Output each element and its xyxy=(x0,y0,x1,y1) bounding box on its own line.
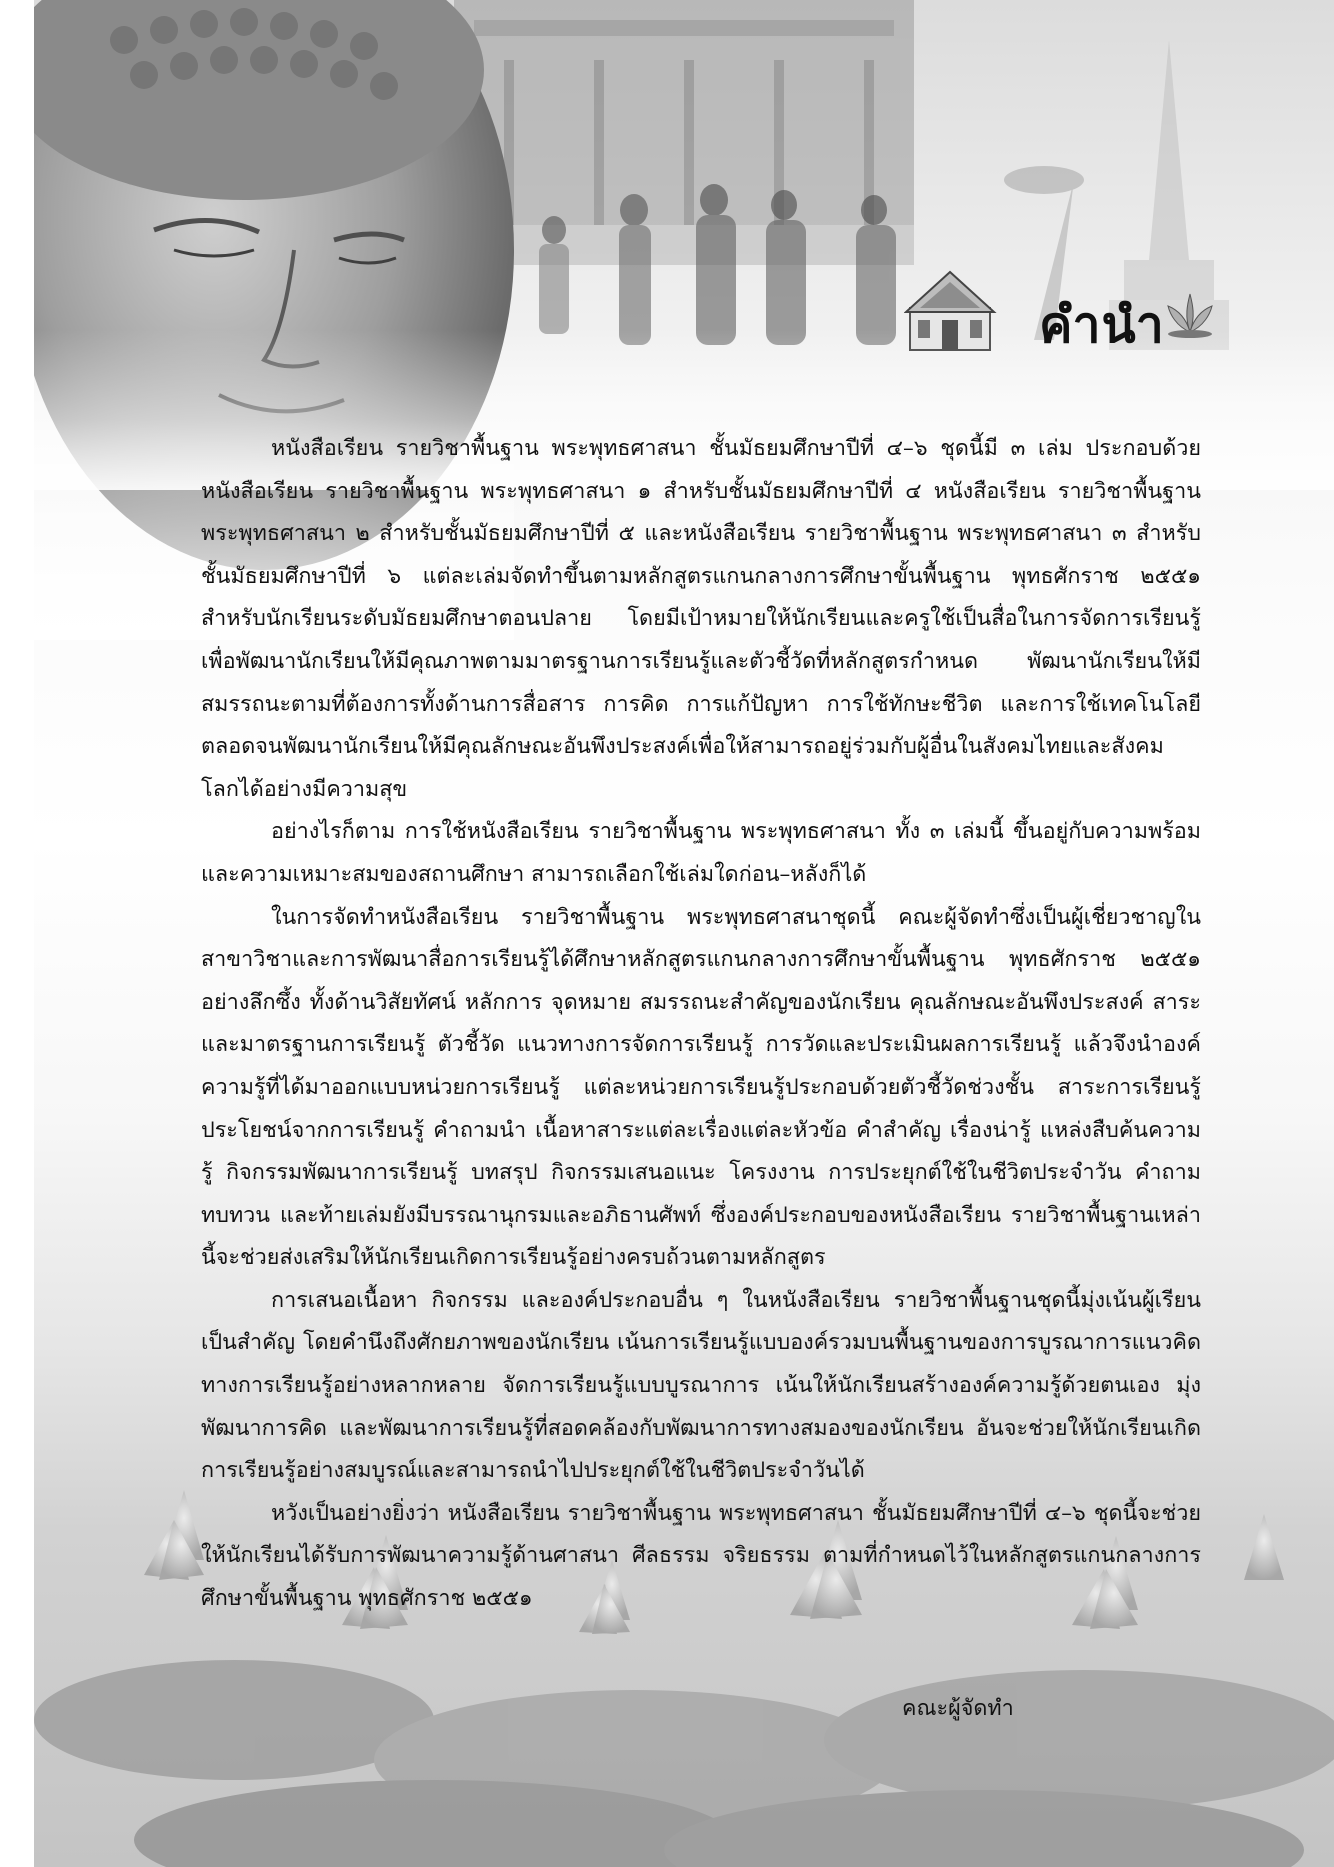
page-margin xyxy=(0,0,34,1867)
preface-body xyxy=(201,428,1201,1621)
preface-paragraph-1: หนังสือเรียน รายวิชาพื้นฐาน พระพุทธศาสนา ชั้นมัธยมศึกษาปีที่ ๔–๖ ชุดนี้มี ๓ เล่ม ประกอบด้วยหนังสือเรียน รายวิชาพื้นฐาน พระพุทธศาสนา ๑ สำหรับชั้นมัธยมศึกษาปีที่ ๔ หนังสือเรียน รายวิชาพื้นฐาน พระพุทธศาสนา ๒ สำหรับชั้นมัธยมศึกษาปีที่ ๕ และหนังสือเรียน รายวิชาพื้นฐาน พระพุทธศาสนา ๓ สำหรับชั้นมัธยมศึกษาปีที่ ๖ แต่ละเล่มจัดทำขึ้นตามหลักสูตรแกนกลางการศึกษาขั้นพื้นฐาน พุทธศักราช ๒๕๕๑ สำหรับนักเรียนระดับมัธยมศึกษาตอนปลาย โดยมีเป้าหมายให้นักเรียนและครูใช้เป็นสื่อในการจัดการเรียนรู้ เพื่อพัฒนานักเรียนให้มีคุณภาพตามมาตรฐานการเรียนรู้และตัวชี้วัดที่หลักสูตรกำหนด พัฒนานักเรียนให้มีสมรรถนะตามที่ต้องการทั้งด้านการสื่อสาร การคิด การแก้ปัญหา การใช้ทักษะชีวิต และการใช้เทคโนโลยี ตลอดจนพัฒนานักเรียนให้มีคุณลักษณะอันพึงประสงค์เพื่อให้สามารถอยู่ร่วมกับผู้อื่นในสังคมไทยและสังคมโลกได้อย่างมีความสุข xyxy=(201,436,1201,802)
page-title: คำนำ xyxy=(1039,296,1165,354)
preface-paragraph-3: ในการจัดทำหนังสือเรียน รายวิชาพื้นฐาน พระพุทธศาสนาชุดนี้ คณะผู้จัดทำซึ่งเป็นผู้เชี่ยวชาญในสาขาวิชาและการพัฒนาสื่อการเรียนรู้ได้ศึกษาหลักสูตรแกนกลางการศึกษาขั้นพื้นฐาน พุทธศักราช ๒๕๕๑ อย่างลึกซึ้ง ทั้งด้านวิสัยทัศน์ หลักการ จุดหมาย สมรรถนะสำคัญของนักเรียน คุณลักษณะอันพึงประสงค์ สาระและมาตรฐานการเรียนรู้ ตัวชี้วัด แนวทางการจัดการเรียนรู้ การวัดและประเมินผลการเรียนรู้ แล้วจึงนำองค์ความรู้ที่ได้มาออกแบบหน่วยการเรียนรู้ แต่ละหน่วยการเรียนรู้ประกอบด้วยตัวชี้วัดช่วงชั้น สาระการเรียนรู้ ประโยชน์จากการเรียนรู้ คำถามนำ เนื้อหาสาระแต่ละเรื่องแต่ละหัวข้อ คำสำคัญ เรื่องน่ารู้ แหล่งสืบค้นความรู้ กิจกรรมพัฒนาการเรียนรู้ บทสรุป กิจกรรมเสนอแนะ โครงงาน การประยุกต์ใช้ในชีวิตประจำวัน คำถามทบทวน และท้ายเล่มยังมีบรรณานุกรมและอภิธานศัพท์ ซึ่งองค์ประกอบของหนังสือเรียน รายวิชาพื้นฐานเหล่านี้จะช่วยส่งเสริมให้นักเรียนเกิดการเรียนรู้อย่างครบถ้วนตามหลักสูตร xyxy=(201,904,1201,1271)
temple-icon xyxy=(906,272,994,350)
lotus-icon xyxy=(1168,294,1212,338)
signature: คณะผู้จัดทำ xyxy=(902,1696,1014,1721)
preface-paragraph-2: อย่างไรก็ตาม การใช้หนังสือเรียน รายวิชาพื้นฐาน พระพุทธศาสนา ทั้ง ๓ เล่มนี้ ขึ้นอยู่กับความพร้อมและความเหมาะสมของสถานศึกษา สามารถเลือกใช้เล่มใดก่อน–หลังก็ได้ xyxy=(201,819,1201,887)
preface-page xyxy=(34,0,1334,1867)
preface-paragraph-5: หวังเป็นอย่างยิ่งว่า หนังสือเรียน รายวิชาพื้นฐาน พระพุทธศาสนา ชั้นมัธยมศึกษาปีที่ ๔–๖ ชุดนี้จะช่วยให้นักเรียนได้รับการพัฒนาความรู้ด้านศาสนา ศีลธรรม จริยธรรม ตามที่กำหนดไว้ในหลักสูตรแกนกลางการศึกษาขั้นพื้นฐาน พุทธศักราช ๒๕๕๑ xyxy=(201,1500,1201,1612)
temple-building-image xyxy=(454,0,914,265)
preface-paragraph-4: การเสนอเนื้อหา กิจกรรม และองค์ประกอบอื่น ๆ ในหนังสือเรียน รายวิชาพื้นฐานชุดนี้มุ่งเน้นผู้เรียนเป็นสำคัญ โดยคำนึงถึงศักยภาพของนักเรียน เน้นการเรียนรู้แบบองค์รวมบนพื้นฐานของการบูรณาการแนวคิดทางการเรียนรู้อย่างหลากหลาย จัดการเรียนรู้แบบบูรณาการ เน้นให้นักเรียนสร้างองค์ความรู้ด้วยตนเอง มุ่งพัฒนาการคิด และพัฒนาการเรียนรู้ที่สอดคล้องกับพัฒนาการทางสมองของนักเรียน อันจะช่วยให้นักเรียนเกิดการเรียนรู้อย่างสมบูรณ์และสามารถนำไปประยุกต์ใช้ในชีวิตประจำวันได้ xyxy=(201,1287,1201,1484)
